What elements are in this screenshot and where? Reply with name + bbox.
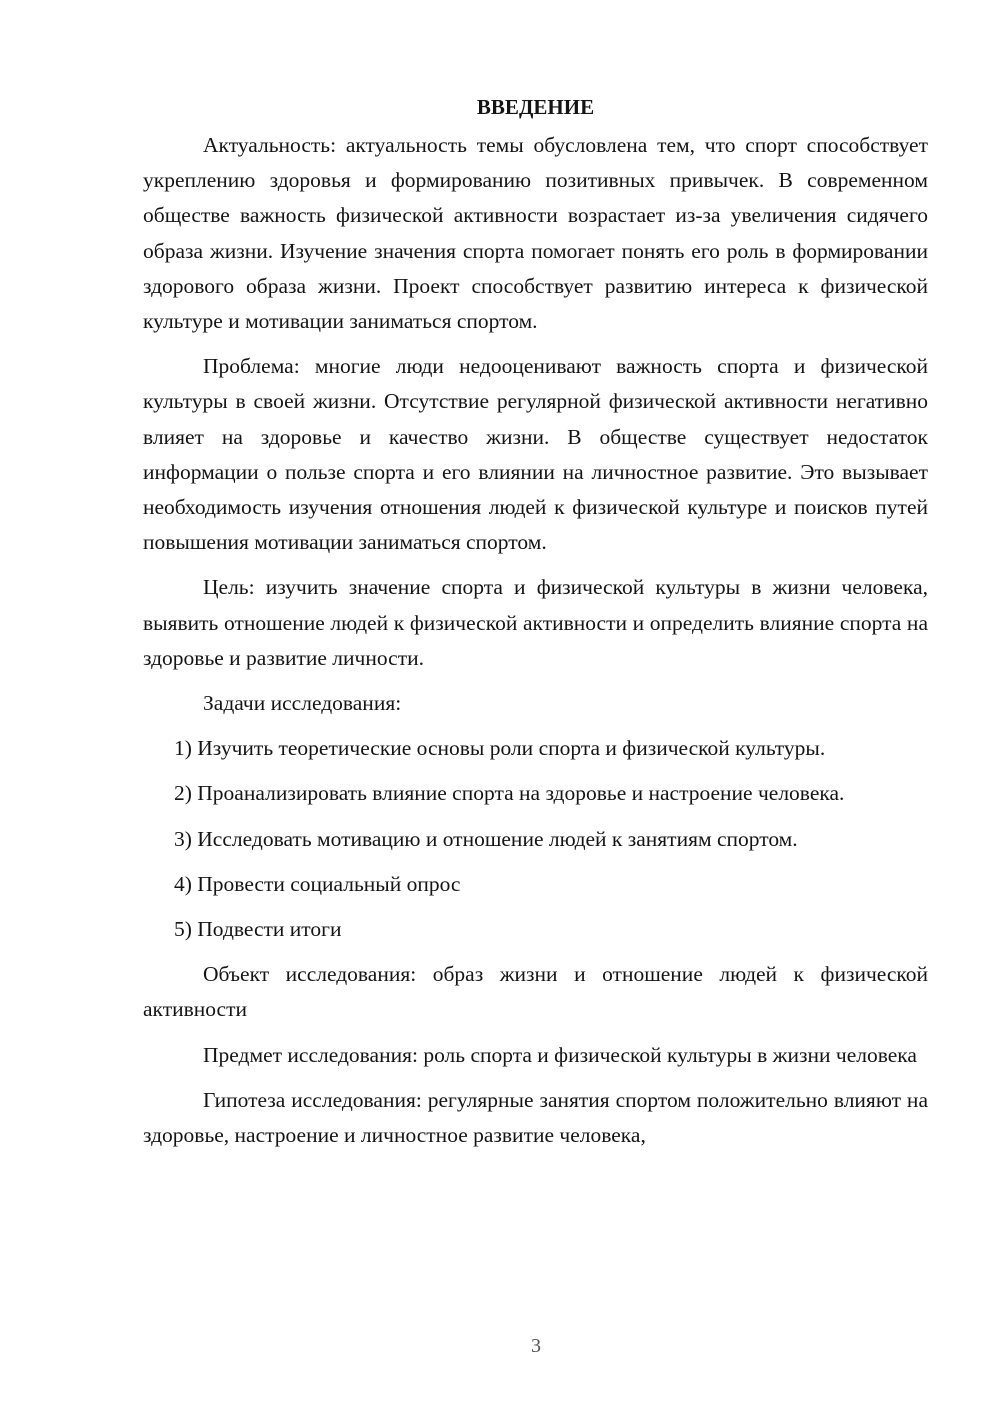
task-item-3: 3) Исследовать мотивацию и отношение людей к занятиям спортом. (174, 826, 798, 851)
paragraph-goal: Цель: изучить значение спорта и физической культуры в жизни человека, выявить отношение людей к физической активности и определить влияние спорта на здоровье и развитие личности. (143, 575, 928, 670)
page-number: 3 (531, 1335, 541, 1357)
paragraph-relevance: Актуальность: актуальность темы обусловлена тем, что спорт способствует укреплению здоровья и формированию позитивных привычек. В современном обществе важность физической активности возрастает из-за увеличения сидячего образа жизни. Изучение значения спорта помогает понять его роль в формировании здорового образа жизни. Проект способствует развитию интереса к физической культуре и мотивации заниматься спортом. (143, 133, 928, 334)
task-item-4: 4) Провести социальный опрос (174, 871, 461, 896)
section-heading: ВВЕДЕНИЕ (476, 95, 595, 119)
task-item-2: 2) Проанализировать влияние спорта на здоровье и настроение человека. (174, 781, 845, 806)
paragraph-subject: Предмет исследования: роль спорта и физической культуры в жизни человека (203, 1042, 917, 1067)
task-item-1: 1) Изучить теоретические основы роли спорта и физической культуры. (174, 736, 826, 761)
paragraph-problem: Проблема: многие люди недооценивают важность спорта и физической культуры в своей жизни. Отсутствие регулярной физической активности негативно влияет на здоровье и качество жизни. В обществе существует недостаток информации о пользе спорта и его влиянии на личностное развитие. Это вызывает необходимость изучения отношения людей к физической культуре и поисков путей повышения мотивации заниматься спортом. (143, 354, 928, 555)
task-item-5: 5) Подвести итоги (174, 917, 342, 942)
tasks-title: Задачи исследования: (203, 691, 402, 716)
page-content (143, 92, 928, 1163)
paragraph-object: Объект исследования: образ жизни и отношение людей к физической активности (143, 962, 928, 1022)
paragraph-hypothesis: Гипотеза исследования: регулярные занятия спортом положительно влияют на здоровье, настроение и личностное развитие человека, (143, 1087, 928, 1148)
